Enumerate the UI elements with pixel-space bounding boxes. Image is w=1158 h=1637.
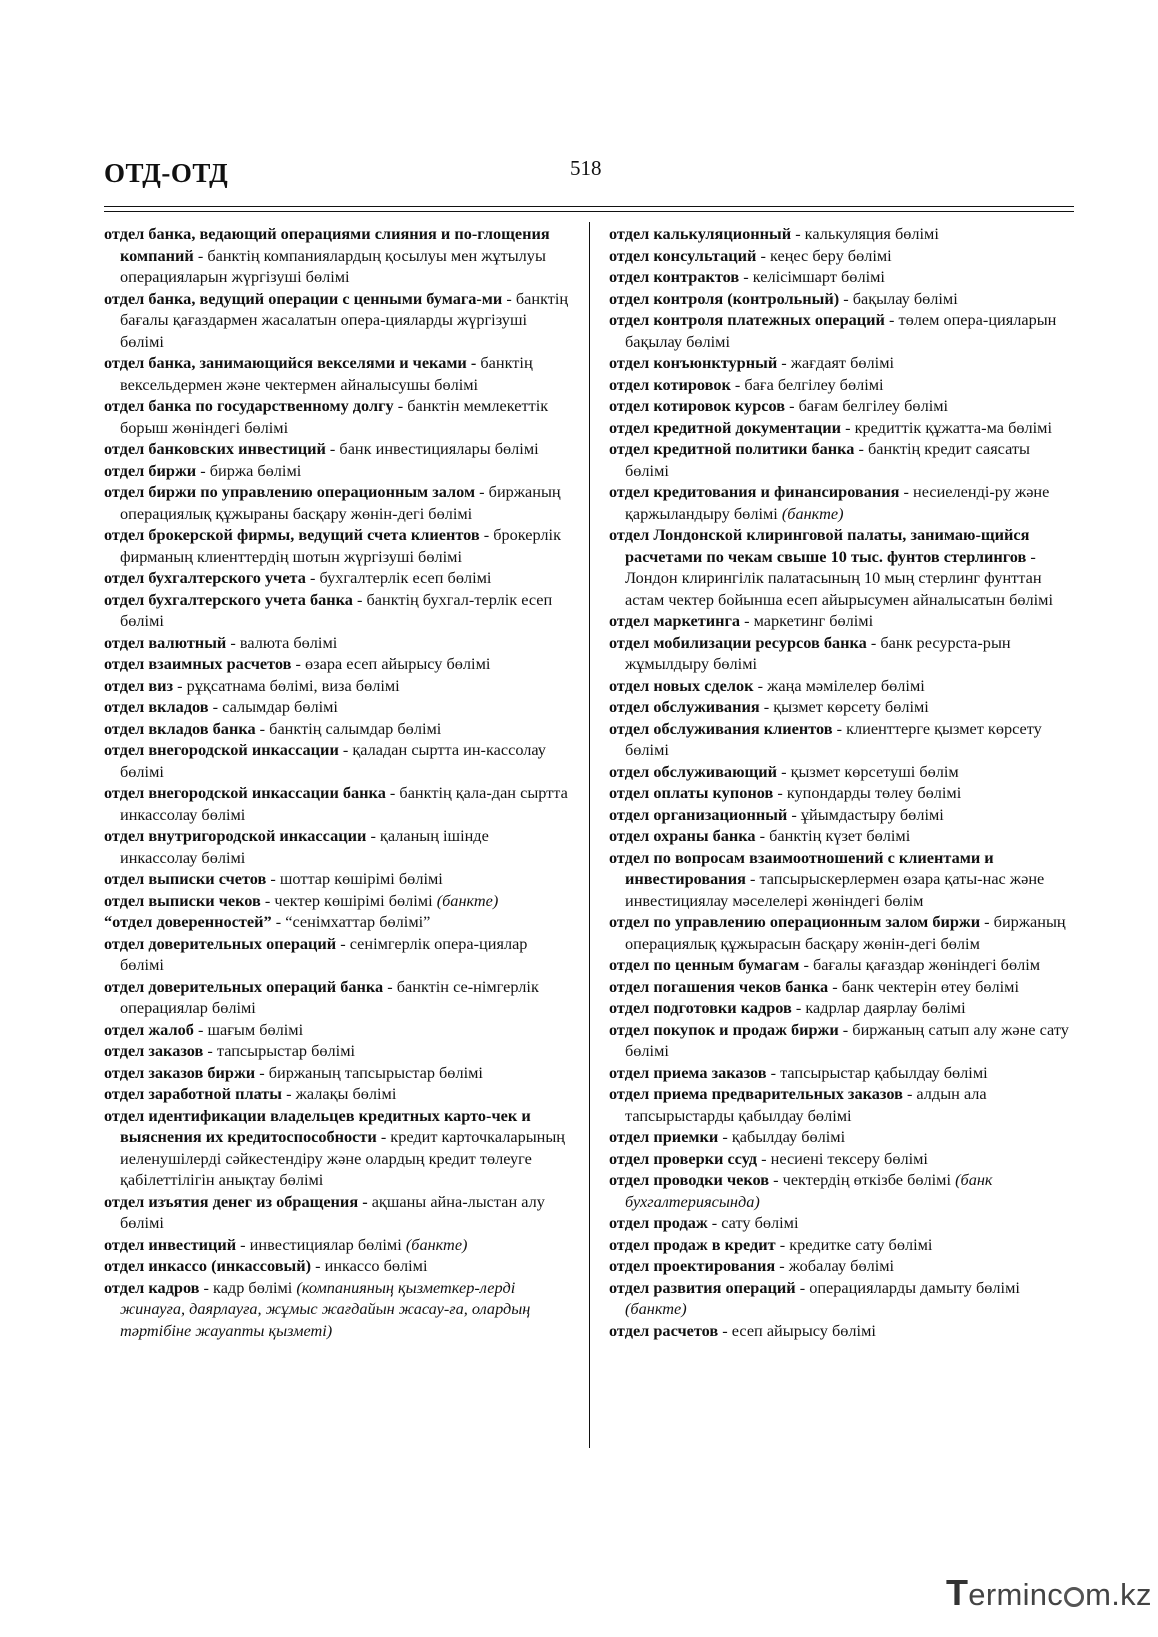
page-header	[104, 150, 1074, 200]
dictionary-entry	[104, 1191, 570, 1234]
dictionary-entry	[609, 718, 1077, 761]
entry-definition: - банктің күзет бөлімі	[755, 826, 911, 845]
entry-definition: - кадрлар даярлау бөлімі	[791, 998, 966, 1017]
entry-definition: - кадр бөлімі	[199, 1277, 297, 1297]
entry-term: отдел конъюнктурный	[609, 353, 778, 372]
dictionary-entry	[104, 223, 570, 288]
entry-definition: - банктің қала-дан сыртта инкассолау бөлімі	[120, 783, 568, 824]
dictionary-entry	[104, 653, 570, 675]
dictionary-entry	[609, 610, 1077, 632]
dictionary-entry	[104, 481, 570, 524]
dictionary-entry	[609, 954, 1077, 976]
entry-term: отдел валютный	[104, 632, 227, 652]
entry-term: отдел новых сделок	[609, 675, 754, 695]
entry-definition: - кредиттік құжатта-ма бөлімі	[841, 417, 1052, 437]
entry-term: отдел котировок	[609, 374, 731, 394]
dictionary-entry	[104, 567, 570, 589]
dictionary-entry	[609, 481, 1077, 524]
entry-term: отдел проектирования	[609, 1256, 776, 1275]
entry-definition: - бағам белгілеу бөлімі	[785, 396, 949, 415]
dictionary-entry	[609, 1212, 1077, 1234]
dictionary-entry	[104, 1019, 570, 1041]
entry-definition: - келісімшарт бөлімі	[739, 267, 885, 286]
entry-definition: ақшаны айна-лыстан алу бөлімі	[120, 1191, 545, 1232]
dictionary-entry	[609, 288, 1077, 310]
entry-term: отдел доверительных операций банка	[104, 976, 384, 996]
entry-term: отдел калькуляционный	[609, 224, 792, 243]
entry-definition: - биржаның операциялық құжыраны басқару жөнін-дегі бөлімі	[120, 482, 561, 523]
entry-definition: - шоттар көшірімі бөлімі	[266, 869, 443, 888]
entry-term: отдел внегородской инкассации	[104, 740, 339, 759]
dictionary-entry	[104, 1255, 570, 1277]
entry-definition: - биржа бөлімі	[196, 460, 302, 480]
dictionary-entry	[609, 1019, 1077, 1062]
entry-term: отдел консультаций	[609, 245, 757, 265]
dictionary-entry	[609, 524, 1077, 610]
entry-term: отдел мобилизации ресурсов банка	[609, 632, 867, 652]
entry-term: отдел вкладов	[104, 697, 209, 716]
entry-term: отдел приемки	[609, 1127, 719, 1146]
entry-term: отдел оплаты купонов	[609, 783, 774, 802]
entry-term: отдел контроля платежных операций	[609, 310, 885, 329]
dictionary-entry	[104, 524, 570, 567]
entry-definition: - өзара есеп айырысу бөлімі	[291, 654, 491, 673]
entry-definition: - Лондон клирингілік палатасының 10 мың стерлинг фунттан астам чектер бойынша есеп айырысумен айналысатын бөлімі	[625, 546, 1053, 609]
dictionary-entry	[609, 374, 1077, 396]
entry-definition: - маркетинг бөлімі	[740, 611, 874, 630]
entry-definition: - кредит карточкаларының иеленушілерді сәйкестендіру және олардың кредит төлеуге қабілеттілігін анықтау бөлімі	[120, 1127, 566, 1189]
entry-term: отдел заработной платы	[104, 1084, 283, 1103]
dictionary-entry	[609, 1320, 1077, 1342]
dictionary-entry	[104, 1234, 570, 1256]
dictionary-entry	[609, 1083, 1077, 1126]
dictionary-entry	[609, 1062, 1077, 1084]
dictionary-entry	[609, 266, 1077, 288]
entry-term: отдел банка, занимающийся векселями и чеками -	[104, 353, 477, 372]
entry-definition: - “сенімхаттар бөлімі”	[271, 912, 431, 931]
entry-term: отдел биржи по управлению операционным залом	[104, 482, 476, 501]
entry-term: отдел кадров	[104, 1277, 200, 1297]
entry-term: отдел внегородской инкассации банка	[104, 783, 386, 802]
entry-term: “отдел доверенностей”	[104, 912, 272, 931]
entry-term: отдел приема предварительных заказов	[609, 1084, 903, 1103]
entry-definition: - банк ресурста-рын жұмылдыру бөлімі	[625, 632, 1011, 673]
entry-term: отдел обслуживающий	[609, 761, 778, 781]
entry-definition: - чектер көшірімі бөлімі	[260, 890, 437, 910]
right-column	[609, 223, 1077, 1341]
entry-definition: - қаладан сыртта ин-кассолау бөлімі	[120, 740, 546, 781]
dictionary-entry	[104, 825, 570, 868]
dictionary-entry	[104, 288, 570, 353]
entry-definition: - алдын ала тапсырыстарды қабылдау бөлімі	[625, 1084, 987, 1125]
entry-definition: - баға белгілеу бөлімі	[730, 374, 884, 394]
entry-definition: - рұқсатнама бөлімі, виза бөлімі	[173, 675, 400, 695]
entry-definition: - бақылау бөлімі	[839, 288, 958, 308]
dictionary-entry	[104, 868, 570, 890]
entry-definition: банктің вексельдермен және чектермен айналысушы бөлімі	[120, 353, 533, 394]
dictionary-entry	[609, 847, 1077, 912]
entry-definition: - банктің бухгал-терлік есеп бөлімі	[120, 589, 553, 630]
logo-text: erminc	[968, 1577, 1064, 1612]
entry-definition: - қабылдау бөлімі	[718, 1127, 846, 1146]
entry-definition: - брокерлік фирманың клиенттердің шотын жүргізуші бөлімі	[120, 525, 561, 566]
dictionary-entry	[609, 804, 1077, 826]
entry-term: отдел жалоб	[104, 1019, 194, 1039]
entry-definition: - банктің бағалы қағаздармен жасалатын опера-цияларды жүргізуші бөлімі	[120, 288, 569, 351]
entry-term: отдел бухгалтерского учета	[104, 568, 306, 587]
dictionary-entry	[609, 438, 1077, 481]
entry-term: отдел заказов	[104, 1041, 204, 1060]
entry-note: (банкте)	[405, 1234, 468, 1254]
dictionary-entry	[104, 696, 570, 718]
entry-term: отдел заказов биржи	[104, 1062, 256, 1082]
dictionary-entry	[609, 1169, 1077, 1212]
dictionary-entry	[104, 675, 570, 697]
dictionary-entry	[609, 1126, 1077, 1148]
entry-term: отдел кредитной документации	[609, 417, 842, 437]
entry-definition: - бағалы қағаздар жөніндегі бөлім	[799, 955, 1041, 974]
dictionary-entry	[104, 1062, 570, 1084]
dictionary-entry	[104, 782, 570, 825]
entry-definition: - банктін мемлекеттік борыш жөніндегі бөлімі	[120, 396, 549, 437]
entry-term: отдел проверки ссуд	[609, 1148, 758, 1168]
entry-note: (банк бухгалтериясында)	[625, 1170, 993, 1211]
entry-term: отдел по управлению операционным залом биржи	[609, 912, 981, 931]
dictionary-entry	[104, 589, 570, 632]
dictionary-entry	[609, 997, 1077, 1019]
entry-term: отдел выписки счетов	[104, 869, 267, 888]
entry-definition: - шағым бөлімі	[193, 1019, 304, 1039]
header-rule	[104, 206, 1074, 207]
entry-definition: - несиелендi-ру және қаржыландыру бөлімі	[625, 482, 1050, 523]
dictionary-entry	[609, 911, 1077, 954]
entry-definition: - салымдар бөлімі	[208, 697, 338, 716]
entry-definition: - банктің кредит саясаты бөлімі	[625, 439, 1030, 480]
logo-text-end: m.kz	[1085, 1577, 1152, 1612]
entry-definition: - несиені тексеру бөлімі	[757, 1148, 928, 1168]
entry-term: отдел банка, ведущий операции с ценными бумага-ми	[104, 288, 503, 308]
entry-term: отдел инвестиций	[104, 1234, 237, 1254]
entry-definition: - қаланың ішінде инкассолау бөлімі	[120, 826, 489, 867]
entry-term: отдел проводки чеков	[609, 1170, 770, 1189]
entry-definition: - операцияларды дамыту бөлімі	[795, 1277, 1020, 1297]
entry-term: отдел контрактов	[609, 267, 740, 286]
dictionary-entry	[104, 718, 570, 740]
entry-definition: - қызмет көрсетуші бөлім	[777, 761, 959, 781]
entry-definition: - жаңа мәмілелер бөлімі	[753, 675, 925, 695]
dictionary-entry	[104, 739, 570, 782]
entry-term: отдел приема заказов	[609, 1062, 767, 1082]
entry-term: отдел обслуживания	[609, 697, 760, 716]
dictionary-entry	[609, 761, 1077, 783]
dictionary-entry	[104, 1083, 570, 1105]
entry-term: отдел банковских инвестиций	[104, 439, 326, 458]
dictionary-entry	[609, 782, 1077, 804]
dictionary-entry	[104, 1040, 570, 1062]
entry-term: отдел кредитования и финансирования	[609, 482, 900, 501]
dictionary-entry	[609, 976, 1077, 998]
entry-definition: - купондарды төлеу бөлімі	[773, 783, 962, 802]
entry-definition: - жағдаят бөлімі	[777, 353, 895, 372]
entry-note: (банкте)	[436, 890, 499, 910]
entry-term: отдел покупок и продаж биржи	[609, 1019, 839, 1039]
entry-term: отдел по ценным бумагам	[609, 955, 800, 974]
dictionary-entry	[609, 309, 1077, 352]
entry-term: отдел идентификации владельцев кредитных карто-чек и выяснения их кредитоспособности	[104, 1105, 531, 1146]
entry-definition: - кредитке сату бөлімі	[775, 1234, 933, 1254]
entry-note: (банкте)	[781, 503, 844, 523]
entry-term: отдел расчетов	[609, 1320, 719, 1340]
dictionary-entry	[104, 1105, 570, 1191]
termincom-logo	[946, 1572, 1156, 1620]
entry-definition: - чектердің өткізбе бөлімі	[769, 1170, 956, 1189]
entry-term: отдел развития операций	[609, 1277, 796, 1297]
column-divider	[589, 222, 590, 1448]
dictionary-entry	[609, 1277, 1077, 1320]
entry-term: отдел охраны банка	[609, 826, 756, 845]
entry-term: отдел биржи	[104, 460, 197, 480]
entry-definition: - төлем опера-цияларын бақылау бөлімі	[625, 310, 1057, 351]
header-title: ОТД-ОТД	[104, 158, 229, 188]
entry-definition: - биржаның сатып алу және сату бөлімі	[625, 1019, 1069, 1060]
left-column	[104, 223, 570, 1341]
dictionary-entry	[609, 696, 1077, 718]
entry-definition: - бухгалтерлік есеп бөлімі	[305, 568, 492, 587]
entry-definition: - валюта бөлімі	[226, 632, 338, 652]
entry-definition: - жобалау бөлімі	[775, 1256, 895, 1275]
entry-note: (компанияның қызметкер-лерді жинауға, даярлауға, жұмыс жағдайын жасау-ға, олардың тәртібіне жауапты қызметі)	[120, 1277, 531, 1340]
page-number: 518	[570, 156, 602, 180]
entry-term: отдел погашения чеков банка	[609, 976, 829, 996]
header-rule-double	[104, 211, 1074, 212]
entry-definition: - сату бөлімі	[707, 1213, 799, 1232]
dictionary-entry	[609, 1255, 1077, 1277]
dictionary-entry	[609, 395, 1077, 417]
entry-term: отдел вкладов банка	[104, 718, 256, 738]
entry-definition: - тапсырыстар қабылдау бөлімі	[766, 1062, 988, 1082]
dictionary-entry	[609, 223, 1077, 245]
dictionary-entry	[104, 460, 570, 482]
dictionary-entry	[104, 1277, 570, 1342]
dictionary-entry	[609, 632, 1077, 675]
entry-term: отдел обслуживания клиентов	[609, 718, 833, 738]
dictionary-entry	[609, 1148, 1077, 1170]
dictionary-entry	[104, 911, 570, 933]
dictionary-entry	[104, 976, 570, 1019]
dictionary-entry	[609, 1234, 1077, 1256]
dictionary-entry	[104, 352, 570, 395]
entry-term: отдел инкассо (инкассовый)	[104, 1256, 312, 1275]
entry-definition: - банк инвестициялары бөлімі	[325, 439, 539, 458]
entry-term: отдел продаж в кредит	[609, 1234, 776, 1254]
entry-term: отдел внутригородской инкассации	[104, 826, 367, 845]
entry-term: отдел подготовки кадров	[609, 998, 792, 1017]
entry-definition: - клиенттерге қызмет көрсету бөлімі	[625, 718, 1042, 759]
entry-term: отдел бухгалтерского учета банка	[104, 589, 353, 609]
entry-term: отдел банка, ведающий операциями слияния и по-глощения компаний	[104, 224, 550, 265]
entry-term: отдел кредитной политики банка	[609, 439, 855, 458]
entry-definition: - тапсырыстар бөлімі	[203, 1041, 356, 1060]
entry-term: отдел котировок курсов	[609, 396, 786, 415]
entry-definition: - есеп айырысу бөлімі	[718, 1320, 876, 1340]
entry-definition: - биржаның операциялық құжырасын басқару жөнін-дегі бөлім	[625, 912, 1066, 953]
logo-ring-icon	[1064, 1587, 1084, 1607]
dictionary-entry	[609, 352, 1077, 374]
entry-definition: - кеңес беру бөлімі	[756, 245, 892, 265]
entry-definition: - қызмет көрсету бөлімі	[759, 697, 929, 716]
entry-definition: - тапсырыскерлермен өзара қаты-нас және инвестициялау мәселелері жөніндегі бөлім	[625, 869, 1045, 910]
dictionary-entry	[104, 395, 570, 438]
entry-definition: - банктің салымдар бөлімі	[255, 718, 442, 738]
entry-term: отдел изъятия денег из обращения -	[104, 1191, 368, 1211]
entry-term: отдел взаимных расчетов	[104, 654, 292, 673]
entry-term: отдел банка по государственному долгу	[104, 396, 394, 415]
logo-letter-t: T	[946, 1572, 969, 1613]
entry-term: отдел по вопросам взаимоотношений с клиентами и инвестирования	[609, 847, 994, 888]
dictionary-entry	[609, 675, 1077, 697]
dictionary-entry	[104, 933, 570, 976]
entry-definition: - банк чектерін өтеу бөлімі	[828, 976, 1020, 996]
dictionary-entry	[609, 825, 1077, 847]
entry-definition: - ұйымдастыру бөлімі	[787, 804, 944, 824]
entry-definition: - инкассо бөлімі	[311, 1256, 428, 1275]
entry-note: (банкте)	[625, 1299, 687, 1318]
entry-term: отдел виз	[104, 675, 174, 695]
entry-term: отдел маркетинга	[609, 611, 741, 630]
entry-definition: - инвестициялар бөлімі	[236, 1234, 406, 1254]
entry-term: отдел доверительных операций	[104, 933, 337, 953]
entry-definition: - жалақы бөлімі	[282, 1084, 397, 1103]
entry-definition: - биржаның тапсырыстар бөлімі	[255, 1062, 483, 1082]
dictionary-entry	[609, 245, 1077, 267]
dictionary-entry	[609, 417, 1077, 439]
entry-term: отдел Лондонской клиринговой палаты, занимаю-щийся расчетами по чекам свыше 10 тыс. фунтов стерлингов	[609, 525, 1030, 566]
entry-term: отдел брокерской фирмы, ведущий счета клиентов	[104, 525, 480, 544]
entry-term: отдел организационный	[609, 804, 788, 824]
entry-definition: - банктің компаниялардың қосылуы мен жұтылуы операцияларын жүргізуші бөлімі	[120, 245, 546, 286]
dictionary-entry	[104, 438, 570, 460]
entry-term: отдел контроля (контрольный)	[609, 288, 840, 308]
entry-term: отдел выписки чеков	[104, 890, 261, 910]
entry-definition: - калькуляция бөлімі	[791, 224, 939, 243]
entry-term: отдел продаж	[609, 1213, 708, 1232]
dictionary-entry	[104, 632, 570, 654]
entry-definition: - банктін се-німгерлік операциялар бөлімі	[120, 976, 539, 1017]
entry-definition: - сенімгерлік опера-циялар бөлімі	[120, 933, 528, 974]
dictionary-entry	[104, 890, 570, 912]
